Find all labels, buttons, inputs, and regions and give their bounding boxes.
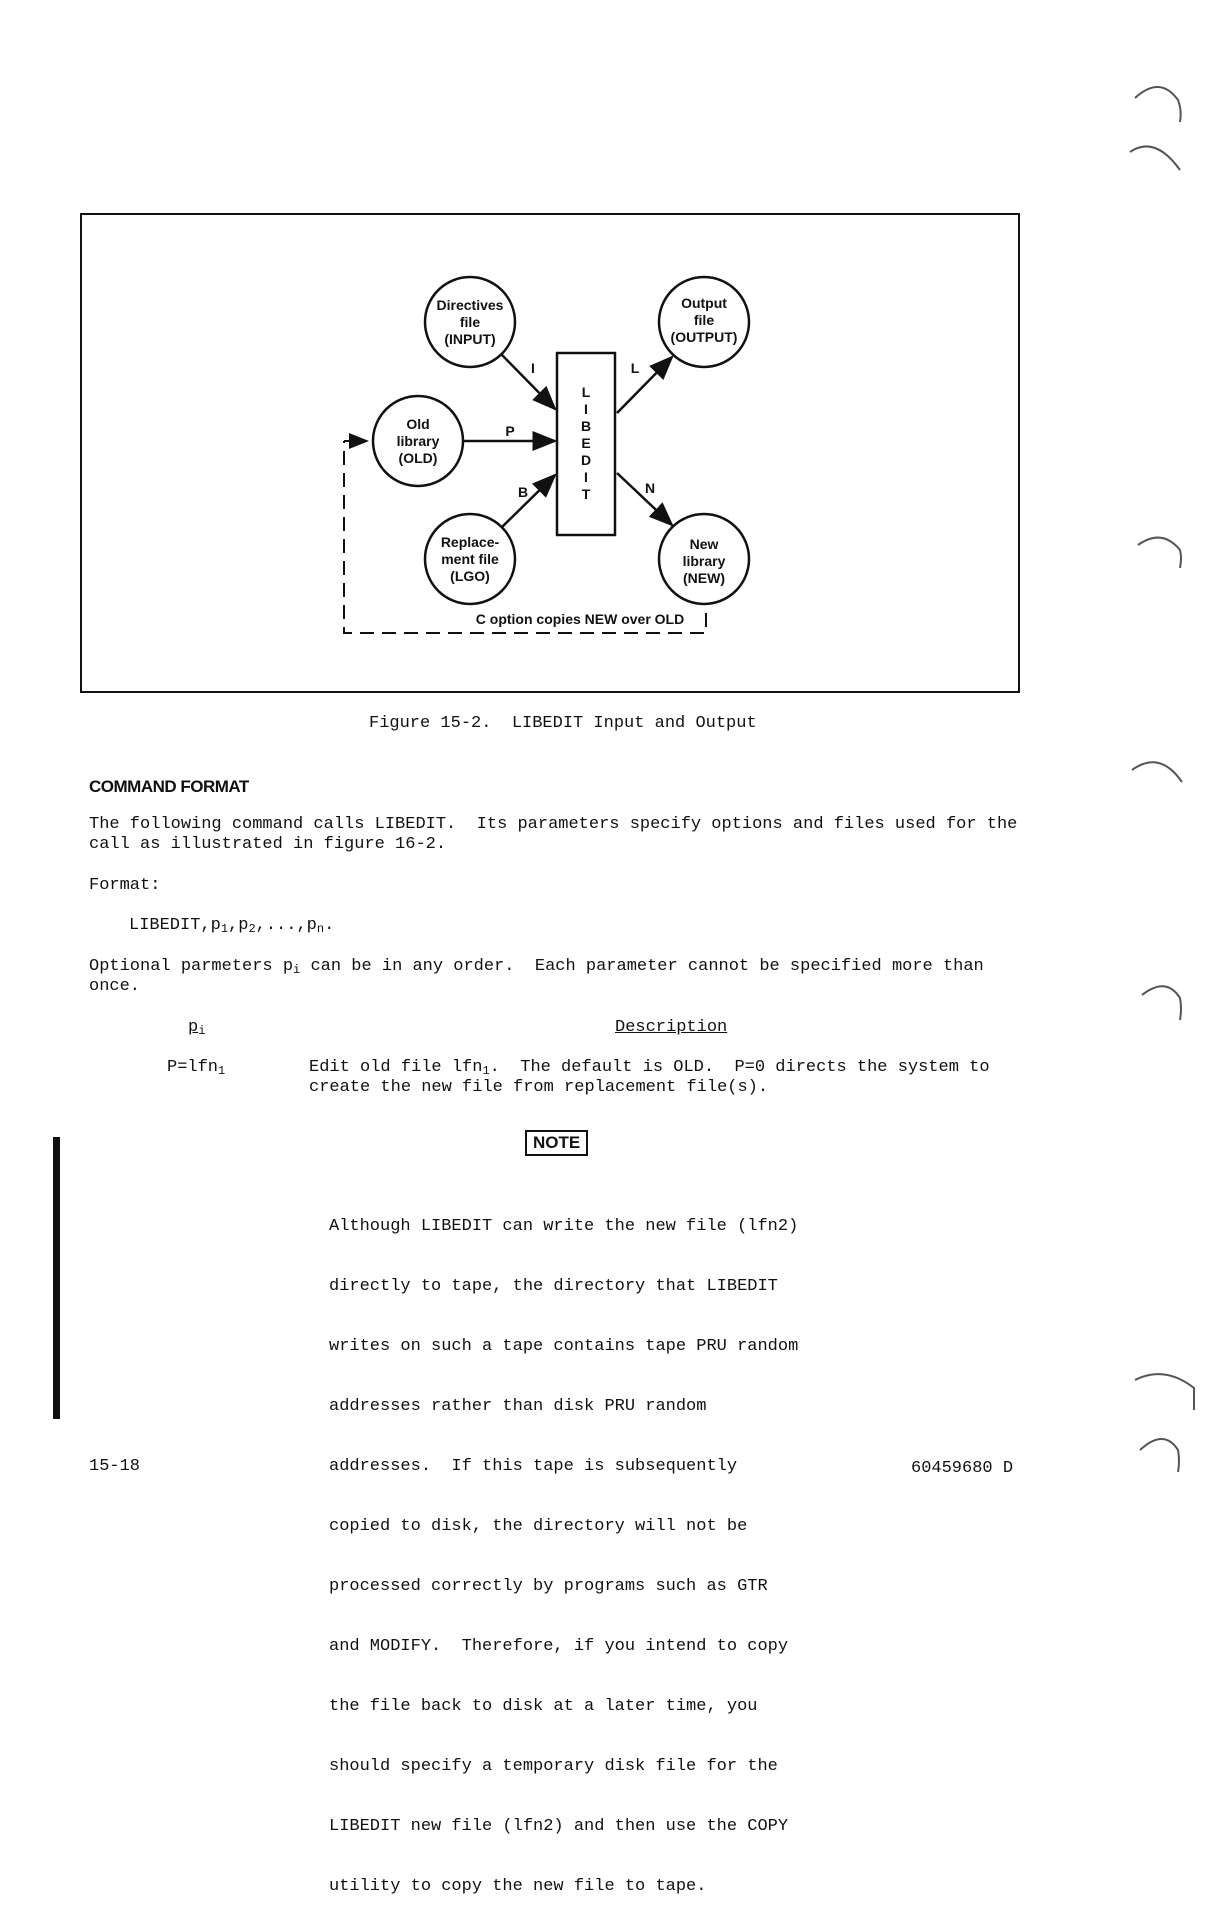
note-line: addresses rather than disk PRU random xyxy=(329,1397,707,1416)
note-line: and MODIFY. Therefore, if you intend to copy xyxy=(329,1637,789,1656)
edge-label-b: B xyxy=(517,484,529,500)
directives-label-1: Directives xyxy=(436,297,504,313)
optional-line-1: Optional parmeters $p_i$ can be in any order. Each parameter cannot be specified more than xyxy=(89,957,984,977)
binder-marks xyxy=(1120,70,1210,1490)
optional-line-2: once. xyxy=(89,977,141,996)
arrow-output xyxy=(617,357,672,413)
new-label-1: New xyxy=(689,536,719,552)
output-label-2: file xyxy=(693,312,715,328)
new-label-2: library xyxy=(682,553,726,569)
note-line: directly to tape, the directory that LIBEDIT xyxy=(329,1277,778,1296)
edge-label-l: L xyxy=(630,360,640,376)
section-heading: COMMAND FORMAT xyxy=(89,777,249,796)
output-label-3: (OUTPUT) xyxy=(670,329,738,345)
note-line: should specify a temporary disk file for the xyxy=(329,1757,778,1776)
figure-frame xyxy=(80,213,1020,693)
directives-label-3: (INPUT) xyxy=(444,331,496,347)
replacement-label-1: Replace- xyxy=(440,534,500,550)
param-desc-line-2: create the new file from replacement file(s). xyxy=(309,1078,769,1097)
old-label-3: (OLD) xyxy=(398,450,438,466)
note-body xyxy=(329,1177,798,1917)
note-line: the file back to disk at a later time, you xyxy=(329,1697,758,1716)
c-option-loop xyxy=(344,441,706,633)
edge-label-i: I xyxy=(531,360,535,376)
edge-label-n: N xyxy=(644,480,656,496)
format-label: Format: xyxy=(89,876,161,895)
libedit-letter-4: E xyxy=(581,435,591,451)
change-bar xyxy=(53,1137,60,1419)
libedit-letter-2: I xyxy=(584,401,588,417)
arrow-replacement xyxy=(502,475,555,527)
note-line: LIBEDIT new file (lfn2) and then use the COPY xyxy=(329,1817,789,1836)
note-line: Although LIBEDIT can write the new file (lfn2) xyxy=(329,1217,799,1236)
document-number: 60459680 D xyxy=(911,1459,1014,1478)
param-name: P=lfn$_1$ xyxy=(167,1058,226,1078)
note-line: processed correctly by programs such as GTR xyxy=(329,1577,768,1596)
note-line: addresses. If this tape is subsequently xyxy=(329,1457,738,1476)
libedit-letter-1: L xyxy=(581,384,591,400)
libedit-letter-6: I xyxy=(584,469,588,485)
replacement-label-2: ment file xyxy=(441,551,499,567)
output-label-1: Output xyxy=(681,295,727,311)
replacement-label-3: (LGO) xyxy=(450,568,490,584)
old-label-1: Old xyxy=(406,416,430,432)
note-line: utility to copy the new file to tape. xyxy=(329,1877,707,1896)
libedit-diagram xyxy=(82,215,1018,691)
note-line: writes on such a tape contains tape PRU random xyxy=(329,1337,799,1356)
intro-line-2: call as illustrated in figure 16-2. xyxy=(89,835,447,854)
libedit-letter-5: D xyxy=(580,452,592,468)
intro-line-1: The following command calls LIBEDIT. Its parameters specify options and files used for the xyxy=(89,815,1018,834)
c-option-note: C option copies NEW over OLD xyxy=(475,611,685,627)
page-number: 15-18 xyxy=(89,1457,141,1476)
figure-caption: Figure 15-2. LIBEDIT Input and Output xyxy=(369,714,757,733)
libedit-letter-7: T xyxy=(581,486,591,502)
param-col-header: $p_i$ xyxy=(188,1018,206,1038)
note-line: copied to disk, the directory will not be xyxy=(329,1517,748,1536)
libedit-letter-3: B xyxy=(580,418,592,434)
old-label-2: library xyxy=(396,433,440,449)
param-desc-line-1: Edit old file lfn$_1$. The default is OLD. P=0 directs the system to xyxy=(309,1058,990,1078)
directives-label-2: file xyxy=(459,314,481,330)
edge-label-p: P xyxy=(505,423,515,439)
description-col-header: Description xyxy=(615,1018,728,1037)
command-syntax: $LIBEDIT,p_1,p_2,...,p_n$. xyxy=(129,916,335,936)
new-label-3: (NEW) xyxy=(683,570,725,586)
arrow-input xyxy=(502,355,555,409)
note-label: NOTE xyxy=(525,1130,588,1156)
